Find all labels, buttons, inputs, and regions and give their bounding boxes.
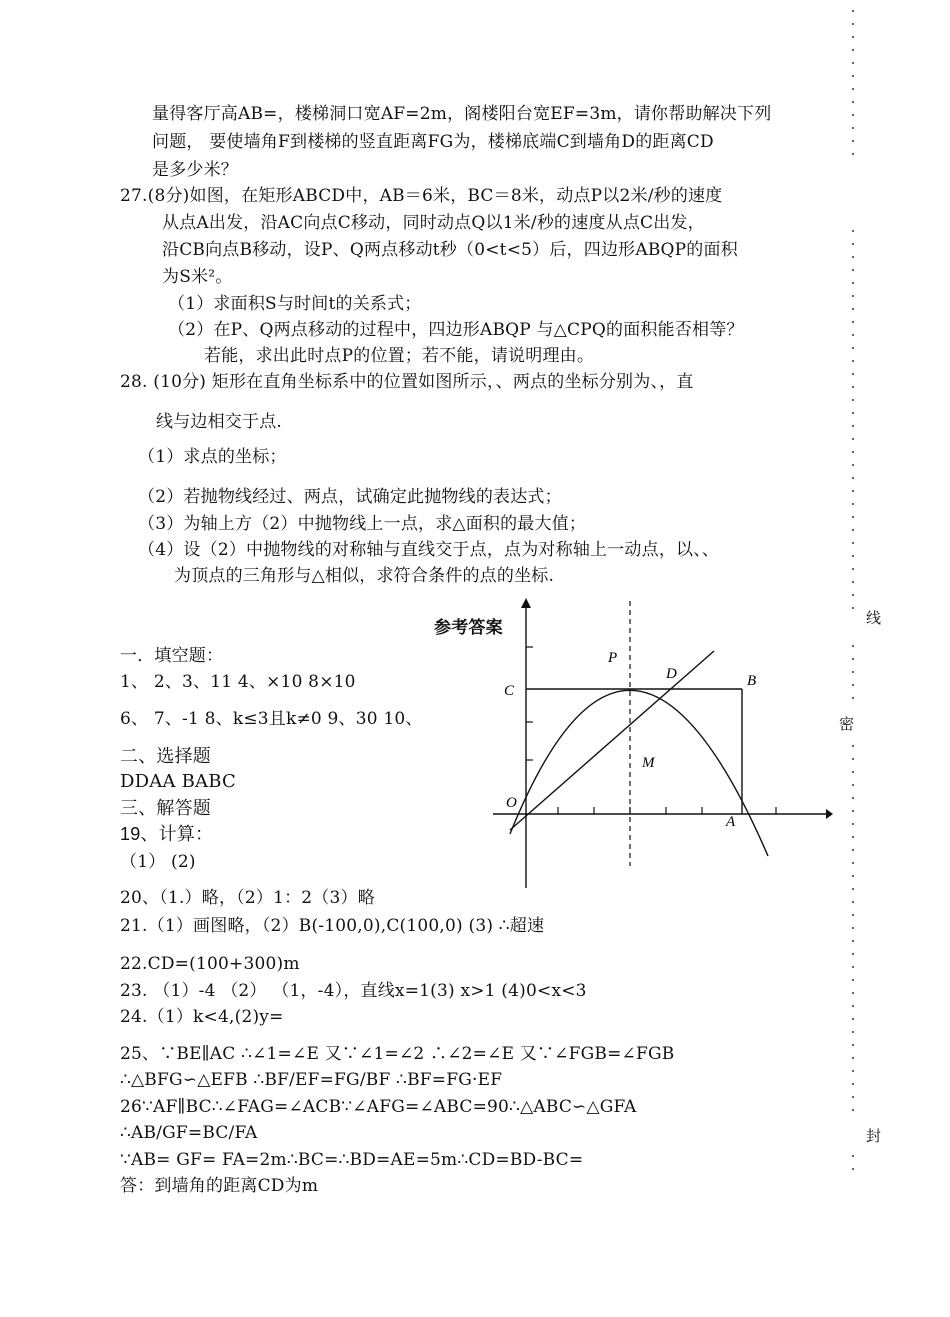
answer-line: 26∵AF∥BC∴∠FAG=∠ACB∵∠AFG=∠ABC=90∴△ABC∽△GFA: [120, 1097, 637, 1117]
binding-dot: [852, 399, 854, 401]
label-o: O: [506, 795, 517, 811]
binding-dot: [852, 36, 854, 38]
binding-dot: [852, 758, 854, 760]
binding-dotted-line: [852, 745, 854, 1120]
binding-dotted-line: [852, 230, 854, 615]
binding-dot: [852, 645, 854, 647]
binding-dot: [852, 269, 854, 271]
binding-dot: [852, 101, 854, 103]
binding-dot: [852, 658, 854, 660]
binding-dot: [852, 697, 854, 699]
binding-dot: [852, 347, 854, 349]
binding-dot: [852, 745, 854, 747]
problem-27-title: 27.(8分)如图，在矩形ABCD中，AB＝6米，BC＝8米，动点P以2米/秒的速度: [120, 186, 723, 206]
label-a: A: [726, 814, 736, 830]
binding-dot: [852, 901, 854, 903]
binding-dot: [852, 940, 854, 942]
binding-dot: [852, 230, 854, 232]
label-m: M: [642, 755, 655, 771]
binding-dot: [852, 1005, 854, 1007]
binding-dot: [852, 75, 854, 77]
paragraph-line: 是多少米？: [152, 160, 238, 180]
answer-line: 二、选择题: [120, 746, 211, 766]
binding-dot: [852, 888, 854, 890]
binding-dot: [852, 1057, 854, 1059]
binding-dot: [852, 797, 854, 799]
binding-dot: [852, 295, 854, 297]
binding-dot: [852, 784, 854, 786]
label-d: D: [666, 666, 677, 682]
coordinate-figure: [488, 596, 833, 891]
label-b: B: [747, 673, 757, 689]
binding-dot: [852, 10, 854, 12]
binding-dot: [852, 914, 854, 916]
binding-dotted-line: [852, 645, 854, 710]
binding-dot: [852, 373, 854, 375]
binding-dotted-line: [852, 1155, 854, 1175]
answer-line: 答：到墙角的距离CD为m: [120, 1176, 319, 1196]
binding-dot: [852, 1155, 854, 1157]
binding-dot: [852, 1018, 854, 1020]
line-od: [510, 651, 714, 830]
binding-dot: [852, 503, 854, 505]
sub-question: （2）若抛物线经过、两点，试确定此抛物线的表达式；: [138, 487, 562, 507]
binding-dot: [852, 451, 854, 453]
paragraph-line: 量得客厅高AB=，楼梯洞口宽AF=2m，阁楼阳台宽EF=3m，请你帮助解决下列: [152, 104, 772, 124]
answer-line: ∴△BFG∽△EFB ∴BF/EF=FG/BF ∴BF=FG·EF: [120, 1070, 503, 1090]
binding-dot: [852, 386, 854, 388]
binding-dot: [852, 88, 854, 90]
binding-dot: [852, 542, 854, 544]
binding-dot: [852, 594, 854, 596]
paragraph-line: 为S米²。: [162, 267, 233, 287]
answer-line: 25、∵BE∥AC ∴∠1=∠E 又∵∠1=∠2 ∴∠2=∠E 又∵∠FGB=∠FGB: [120, 1044, 675, 1064]
answer-line: 24.（1）k<4,(2)y=: [120, 1007, 284, 1027]
sub-question: （1）求面积S与时间t的关系式；: [168, 294, 422, 314]
binding-dot: [852, 1109, 854, 1111]
binding-dot: [852, 140, 854, 142]
binding-dot: [852, 243, 854, 245]
binding-dot: [852, 568, 854, 570]
paragraph-line: 问题， 要使墙角F到楼梯的竖直距离FG为，楼梯底端C到墙角D的距离CD: [152, 132, 714, 152]
answer-line: 一．填空题：: [120, 646, 224, 666]
answer-line: ∴AB/GF=BC/FA: [120, 1123, 258, 1143]
label-p: P: [608, 650, 618, 666]
answer-line: ∵AB= GF= FA=2m∴BC=∴BD=AE=5m∴CD=BD-BC=: [120, 1150, 584, 1170]
binding-dot: [852, 308, 854, 310]
binding-dot: [852, 62, 854, 64]
y-axis-arrow: [521, 598, 531, 608]
binding-dot: [852, 23, 854, 25]
side-label-xian: 线: [864, 610, 882, 625]
binding-dot: [852, 581, 854, 583]
binding-dot: [852, 607, 854, 609]
binding-dot: [852, 862, 854, 864]
binding-dot: [852, 256, 854, 258]
paragraph-line: 沿CB向点B移动，设P、Q两点移动t秒（0<t<5）后，四边形ABQP的面积: [162, 240, 738, 260]
binding-dot: [852, 127, 854, 129]
binding-dot: [852, 849, 854, 851]
binding-dot: [852, 334, 854, 336]
answer-line: DDAA BABC: [120, 771, 236, 792]
binding-dotted-line: [852, 10, 854, 165]
binding-dot: [852, 412, 854, 414]
binding-dot: [852, 114, 854, 116]
label-c: C: [504, 683, 515, 699]
answer-line: 20、（1.）略，（2）1：2（3）略: [120, 888, 375, 908]
answer-line: 三、解答题: [120, 798, 211, 818]
binding-dot: [852, 979, 854, 981]
paragraph-line: 从点A出发，沿AC向点C移动，同时动点Q以1米/秒的速度从点C出发，: [162, 213, 705, 233]
binding-dot: [852, 438, 854, 440]
binding-dot: [852, 153, 854, 155]
binding-dot: [852, 1168, 854, 1170]
binding-dot: [852, 49, 854, 51]
side-label-feng: 封: [864, 1128, 882, 1143]
problem-28-title: 28. (10分) 矩形在直角坐标系中的位置如图所示，、两点的坐标分别为、，直: [120, 372, 694, 392]
paragraph-line: 为顶点的三角形与△相似，求符合条件的点的坐标.: [174, 566, 555, 586]
binding-dot: [852, 1044, 854, 1046]
sub-question: （3）为轴上方（2）中抛物线上一点，求△面积的最大值；: [138, 514, 587, 534]
binding-dot: [852, 464, 854, 466]
binding-dot: [852, 360, 854, 362]
binding-dot: [852, 425, 854, 427]
binding-dot: [852, 684, 854, 686]
binding-dot: [852, 823, 854, 825]
binding-dot: [852, 1096, 854, 1098]
paragraph-line: 线与边相交于点.: [156, 412, 283, 432]
binding-dot: [852, 836, 854, 838]
binding-dot: [852, 1031, 854, 1033]
binding-dot: [852, 529, 854, 531]
binding-dot: [852, 966, 854, 968]
binding-dot: [852, 875, 854, 877]
binding-dot: [852, 810, 854, 812]
binding-dot: [852, 282, 854, 284]
binding-dot: [852, 1070, 854, 1072]
sub-question: （2）在P、Q两点移动的过程中，四边形ABQP 与△CPQ的面积能否相等？: [168, 320, 744, 340]
binding-dot: [852, 771, 854, 773]
answer-line: 19、计算：: [120, 824, 214, 844]
binding-dot: [852, 671, 854, 673]
binding-dot: [852, 490, 854, 492]
answer-line: 22.CD=(100+300)m: [120, 954, 300, 974]
binding-dot: [852, 992, 854, 994]
answers-title: 参考答案: [434, 618, 503, 637]
binding-dot: [852, 555, 854, 557]
paragraph-line: 若能，求出此时点P的位置；若不能，请说明理由。: [204, 346, 595, 366]
binding-dot: [852, 927, 854, 929]
sub-question: （4）设（2）中抛物线的对称轴与直线交于点，点为对称轴上一动点，以、、: [138, 540, 720, 560]
binding-dot: [852, 516, 854, 518]
answer-line: 23. （1）-4 （2） （1，-4），直线x=1(3) x>1 (4)0<x<3: [120, 981, 587, 1001]
binding-dot: [852, 1083, 854, 1085]
binding-dot: [852, 321, 854, 323]
answer-line: 21.（1）画图略，（2）B(-100,0),C(100,0) (3) ∴超速: [120, 916, 545, 936]
side-label-mi: 密: [837, 716, 855, 731]
parabola: [510, 690, 768, 856]
x-axis-arrow: [826, 809, 833, 819]
answer-line: 1、 2、3、11 4、×10 8×10: [120, 672, 356, 692]
answer-line: （1） (2): [120, 852, 196, 872]
binding-dot: [852, 953, 854, 955]
answer-line: 6、 7、-1 8、k≤3且k≠0 9、30 10、: [120, 709, 423, 729]
sub-question: （1）求点的坐标；: [138, 447, 287, 467]
binding-dot: [852, 477, 854, 479]
